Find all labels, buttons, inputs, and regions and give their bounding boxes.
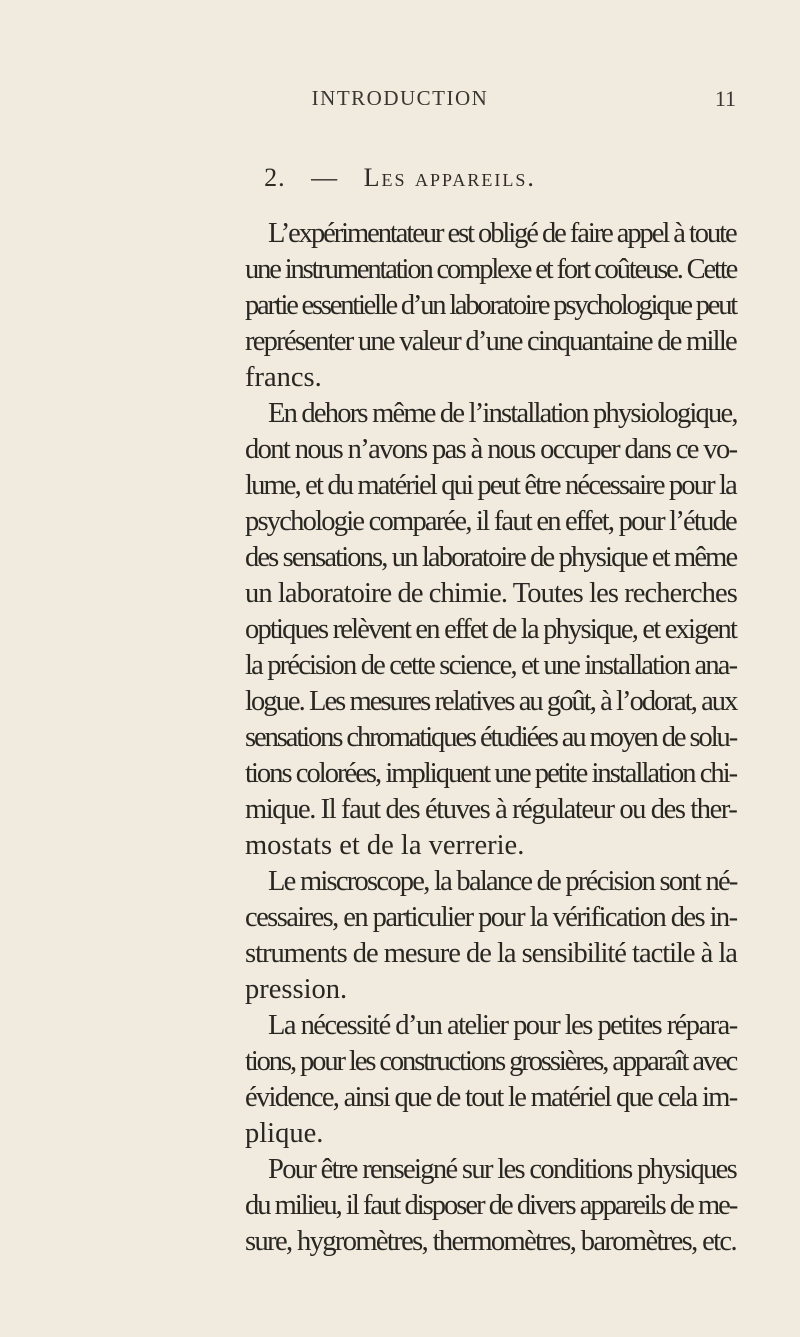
text-line: La nécessité d’un atelier pour les petites répara-: [268, 1010, 737, 1041]
text-line: Pour être renseigné sur les conditions physiques: [268, 1154, 737, 1185]
text-line: des sensations, un laboratoire de physique et même: [245, 542, 737, 573]
running-title: INTRODUCTION: [311, 86, 489, 110]
text-line: du milieu, il faut disposer de divers appareils de me-: [245, 1190, 737, 1221]
text-line: Le miscroscope, la balance de précision sont né-: [268, 866, 737, 897]
text-line: mostats et de la verrerie.: [245, 830, 525, 861]
text-line: pression.: [245, 974, 348, 1005]
text-line: représenter une valeur d’une cinquantaine de mille: [245, 326, 736, 357]
text-line: partie essentielle d’un laboratoire psychologique peut: [245, 290, 736, 321]
section-number: 2.: [264, 163, 286, 192]
text-line: tions, pour les constructions grossières, apparaît avec: [245, 1046, 737, 1077]
section-heading: [0, 163, 800, 193]
section-dash: —: [311, 163, 339, 192]
text-line: mique. Il faut des étuves à régulateur ou des ther-: [245, 794, 737, 825]
text-line: struments de mesure de la sensibilité tactile à la: [245, 938, 737, 969]
text-line: cessaires, en particulier pour la vérification des in-: [245, 902, 737, 933]
text-line: la précision de cette science, et une installation ana-: [245, 650, 737, 681]
text-line: L’expérimentateur est obligé de faire appel à toute: [268, 218, 736, 249]
text-line: logue. Les mesures relatives au goût, à l’odorat, aux: [245, 686, 737, 717]
text-line: psychologie comparée, il faut en effet, pour l’étude: [245, 506, 736, 537]
text-line: lume, et du matériel qui peut être nécessaire pour la: [245, 470, 736, 501]
section-title: Les appareils.: [363, 163, 536, 192]
text-line: sure, hygromètres, thermomètres, baromètres, etc.: [245, 1226, 736, 1257]
text-line: plique.: [245, 1118, 324, 1149]
text-line: une instrumentation complexe et fort coûteuse. Cette: [245, 254, 737, 285]
text-line: sensations chromatiques étudiées au moyen de solu-: [245, 722, 737, 753]
text-line: un laboratoire de chimie. Toutes les recherches: [245, 578, 737, 609]
text-line: évidence, ainsi que de tout le matériel que cela im-: [245, 1082, 737, 1113]
running-head: [0, 86, 800, 116]
text-line: dont nous n’avons pas à nous occuper dans ce vo-: [245, 434, 737, 465]
text-line: tions colorées, impliquent une petite installation chi-: [245, 758, 737, 789]
text-line: En dehors même de l’installation physiologique,: [268, 398, 737, 429]
page-number: 11: [714, 86, 736, 111]
text-line: francs.: [245, 362, 322, 393]
text-line: optiques relèvent en effet de la physique, et exigent: [245, 614, 737, 645]
